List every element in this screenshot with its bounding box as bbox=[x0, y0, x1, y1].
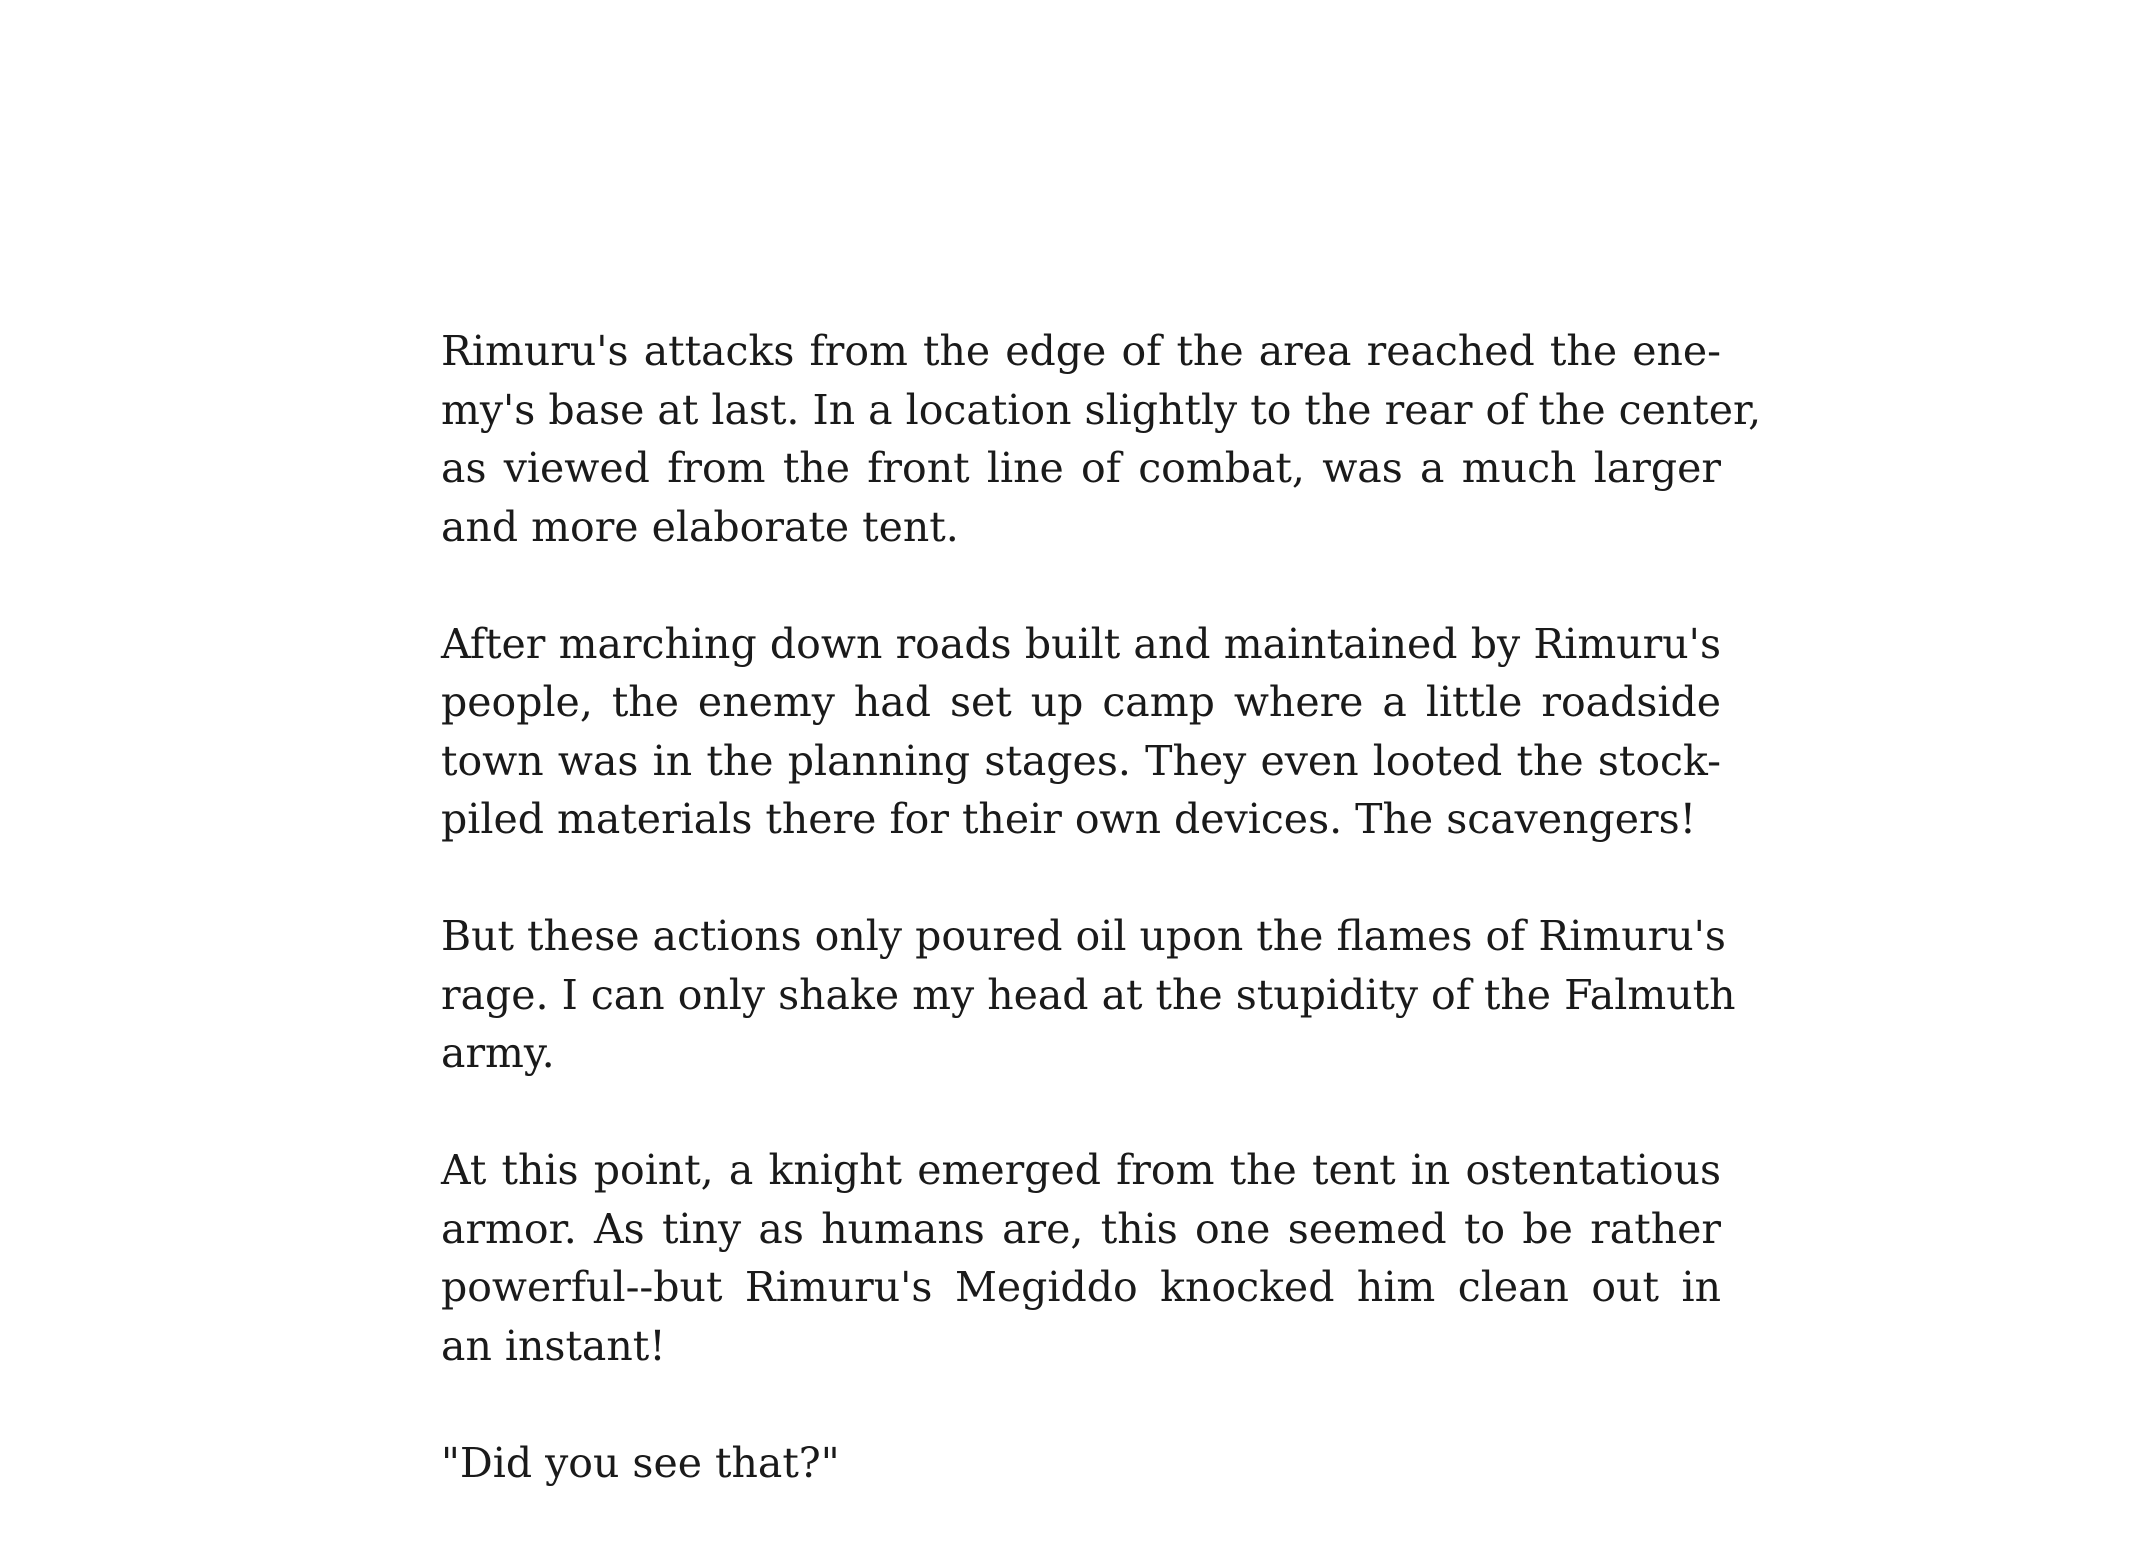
text-line: my's base at last. In a location slightly to the rear of the center, bbox=[441, 385, 1762, 434]
text-line: At this point, a knight emerged from the tent in ostentatious bbox=[441, 1146, 1721, 1194]
text-line: After marching down roads built and maintained by Rimuru's bbox=[441, 619, 1721, 668]
paragraph-5 bbox=[441, 1434, 1721, 1493]
text-line: piled materials there for their own devices. The scavengers! bbox=[441, 795, 1697, 843]
text-line: army. bbox=[441, 1029, 555, 1077]
text-line: But these actions only poured oil upon the flames of Rimuru's bbox=[441, 912, 1726, 960]
text-line: town was in the planning stages. They even looted the stock- bbox=[441, 736, 1721, 785]
text-line: rage. I can only shake my head at the stupidity of the Falmuth bbox=[441, 970, 1736, 1019]
paragraph-1 bbox=[441, 322, 1762, 556]
text-line: an instant! bbox=[441, 1321, 666, 1370]
paragraph-4 bbox=[441, 1141, 1721, 1375]
paragraph-3 bbox=[441, 907, 1736, 1083]
text-line: and more elaborate tent. bbox=[441, 502, 959, 551]
text-line: as viewed from the front line of combat, was a much larger bbox=[441, 444, 1721, 492]
body-text bbox=[441, 322, 1762, 1551]
text-line: people, the enemy had set up camp where a little roadside bbox=[441, 678, 1721, 726]
paragraph-2 bbox=[441, 615, 1721, 849]
dialogue-line: "Did you see that?" bbox=[441, 1438, 840, 1487]
text-line: powerful--but Rimuru's Megiddo knocked him clean out in bbox=[441, 1263, 1721, 1311]
text-line: armor. As tiny as humans are, this one seemed to be rather bbox=[441, 1204, 1721, 1253]
text-line: Rimuru's attacks from the edge of the area reached the ene- bbox=[441, 327, 1721, 375]
